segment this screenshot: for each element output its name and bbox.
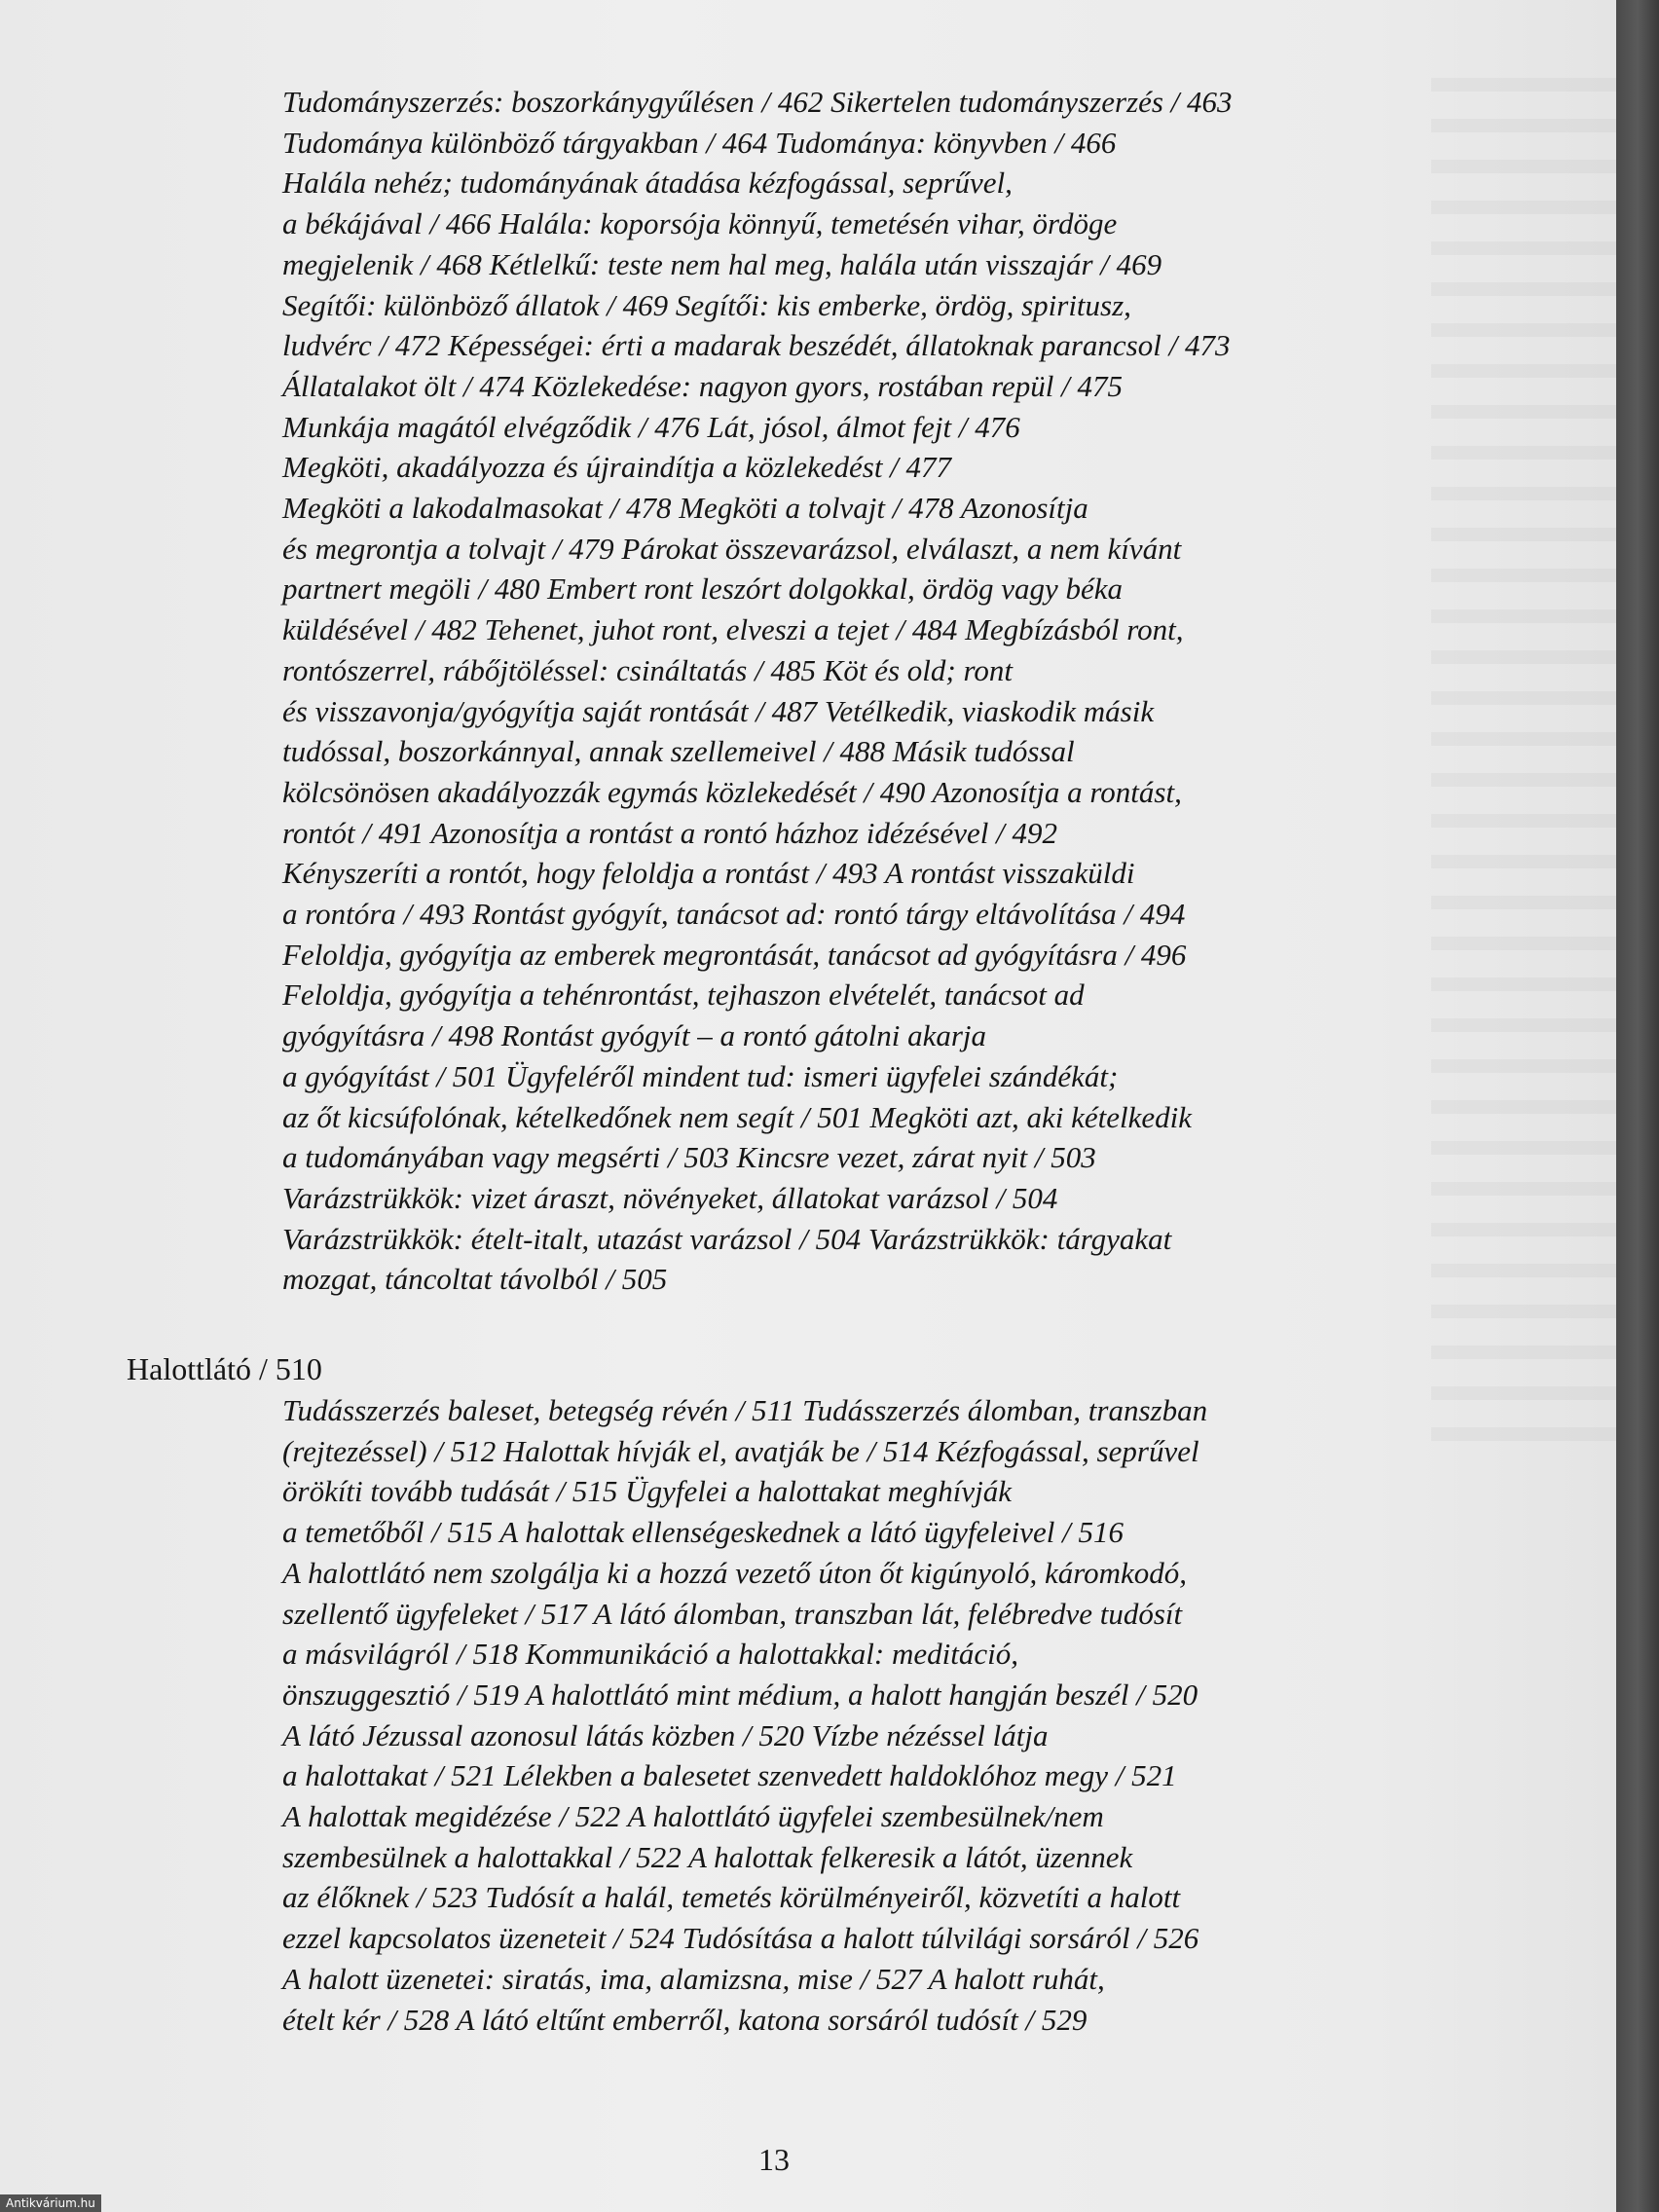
toc-line: tudóssal, boszorkánnyal, annak szellemeivel / 488 Másik tudóssal: [282, 734, 1075, 769]
toc-line: Varázstrükkök: vizet áraszt, növényeket, állatokat varázsol / 504: [282, 1180, 1058, 1215]
page-number: 13: [758, 2142, 790, 2177]
toc-line: A látó Jézussal azonosul látás közben / 520 Vízbe nézéssel látja: [282, 1717, 1049, 1752]
toc-line: a másvilágról / 518 Kommunikáció a halottakkal: meditáció,: [282, 1637, 1018, 1672]
toc-line: a gyógyítást / 501 Ügyfeléről mindent tud: ismeri ügyfelei szándékát;: [282, 1058, 1119, 1093]
bleed-through-shadow: [1431, 78, 1616, 1441]
toc-line: Munkája magától elvégződik / 476 Lát, jósol, álmot fejt / 476: [282, 409, 1020, 444]
toc-line: Megköti a lakodalmasokat / 478 Megköti a tolvajt / 478 Azonosítja: [282, 491, 1088, 526]
toc-line: Állatalakot ölt / 474 Közlekedése: nagyon gyors, rostában repül / 475: [282, 368, 1124, 403]
toc-line: A halottak megidézése / 522 A halottlátó ügyfelei szembesülnek/nem: [282, 1799, 1104, 1834]
toc-line: ételt kér / 528 A látó eltűnt emberről, katona sorsáról tudósít / 529: [282, 2002, 1088, 2037]
toc-line: rontószerrel, rábőjtöléssel: csináltatás / 485 Köt és old; ront: [282, 652, 1014, 687]
toc-line: rontót / 491 Azonosítja a rontást a rontó házhoz idézésével / 492: [282, 815, 1057, 850]
toc-line: és megrontja a tolvajt / 479 Párokat összevarázsol, elválaszt, a nem kívánt: [282, 531, 1182, 566]
toc-line: kölcsönösen akadályozzák egymás közlekedését / 490 Azonosítja a rontást,: [282, 774, 1182, 809]
toc-line: és visszavonja/gyógyítja saját rontását / 487 Vetélkedik, viaskodik másik: [282, 693, 1155, 728]
toc-section-halottlato: [282, 1390, 1412, 2040]
watermark-label: Antikvárium.hu: [0, 2194, 101, 2212]
toc-line: a rontóra / 493 Rontást gyógyít, tanácsot ad: rontó tárgy eltávolítása / 494: [282, 897, 1186, 932]
toc-line: ezzel kapcsolatos üzeneteit / 524 Tudósítása a halott túlvilági sorsáról / 526: [282, 1921, 1199, 1956]
toc-line: Tudománya különböző tárgyakban / 464 Tudománya: könyvben / 466: [282, 125, 1117, 160]
toc-line: (rejtezéssel) / 512 Halottak hívják el, avatják be / 514 Kézfogással, seprűvel: [282, 1433, 1199, 1468]
toc-line: Feloldja, gyógyítja a tehénrontást, tejhaszon elvételét, tanácsot ad: [282, 977, 1085, 1013]
toc-line: A halott üzenetei: siratás, ima, alamizsna, mise / 527 A halott ruhát,: [282, 1961, 1105, 1996]
toc-line: Halála nehéz; tudományának átadása kézfogással, seprűvel,: [282, 166, 1013, 201]
toc-line: Tudásszerzés baleset, betegség révén / 511 Tudásszerzés álomban, transzban: [282, 1393, 1208, 1427]
toc-line: Megköti, akadályozza és újraindítja a közlekedést / 477: [282, 450, 952, 485]
toc-line: Segítői: különböző állatok / 469 Segítői: kis emberke, ördög, spiritusz,: [282, 287, 1131, 322]
toc-line: Feloldja, gyógyítja az emberek megrontását, tanácsot ad gyógyításra / 496: [282, 937, 1187, 972]
toc-line: önszuggesztió / 519 A halottlátó mint médium, a halott hangján beszél / 520: [282, 1677, 1198, 1712]
toc-section-tudos: [282, 82, 1412, 1300]
section-heading-halottlato: Halottlátó / 510: [127, 1351, 322, 1386]
toc-line: Kényszeríti a rontót, hogy feloldja a rontást / 493 A rontást visszaküldi: [282, 856, 1135, 891]
toc-line: gyógyításra / 498 Rontást gyógyít – a rontó gátolni akarja: [282, 1018, 987, 1053]
toc-line: a tudományában vagy megsérti / 503 Kincsre vezet, zárat nyit / 503: [282, 1140, 1096, 1175]
toc-line: mozgat, táncoltat távolból / 505: [282, 1262, 668, 1297]
toc-line: küldésével / 482 Tehenet, juhot ront, elveszi a tejet / 484 Megbízásból ront,: [282, 612, 1184, 647]
toc-line: szembesülnek a halottakkal / 522 A halottak felkeresik a látót, üzennek: [282, 1839, 1133, 1874]
toc-line: szellentő ügyfeleket / 517 A látó álomban, transzban lát, felébredve tudósít: [282, 1596, 1183, 1631]
toc-line: a békájával / 466 Halála: koporsója könnyű, temetésén vihar, ördöge: [282, 206, 1118, 241]
toc-line: örökíti tovább tudását / 515 Ügyfelei a halottakat meghívják: [282, 1474, 1013, 1509]
toc-line: az őt kicsúfolónak, kételkedőnek nem segít / 501 Megköti azt, aki kételkedik: [282, 1099, 1192, 1134]
toc-line: a temetőből / 515 A halottak ellenségeskednek a látó ügyfeleivel / 516: [282, 1515, 1124, 1550]
toc-line: partnert megöli / 480 Embert ront leszórt dolgokkal, ördög vagy béka: [282, 571, 1124, 607]
toc-line: az élőknek / 523 Tudósít a halál, temetés körülményeiről, közvetíti a halott: [282, 1880, 1181, 1915]
toc-line: ludvérc / 472 Képességei: érti a madarak beszédét, állatoknak parancsol / 473: [282, 328, 1231, 363]
toc-line: A halottlátó nem szolgálja ki a hozzá vezető úton őt kigúnyoló, káromkodó,: [282, 1555, 1188, 1590]
toc-line: Tudományszerzés: boszorkánygyűlésen / 462 Sikertelen tudományszerzés / 463: [282, 85, 1233, 119]
toc-line: Varázstrükkök: ételt-italt, utazást varázsol / 504 Varázstrükkök: tárgyakat: [282, 1221, 1172, 1256]
page-edge-shadow: [1616, 0, 1659, 2212]
toc-line: megjelenik / 468 Kétlelkű: teste nem hal meg, halála után visszajár / 469: [282, 246, 1162, 281]
toc-line: a halottakat / 521 Lélekben a balesetet szenvedett haldoklóhoz megy / 521: [282, 1758, 1177, 1793]
